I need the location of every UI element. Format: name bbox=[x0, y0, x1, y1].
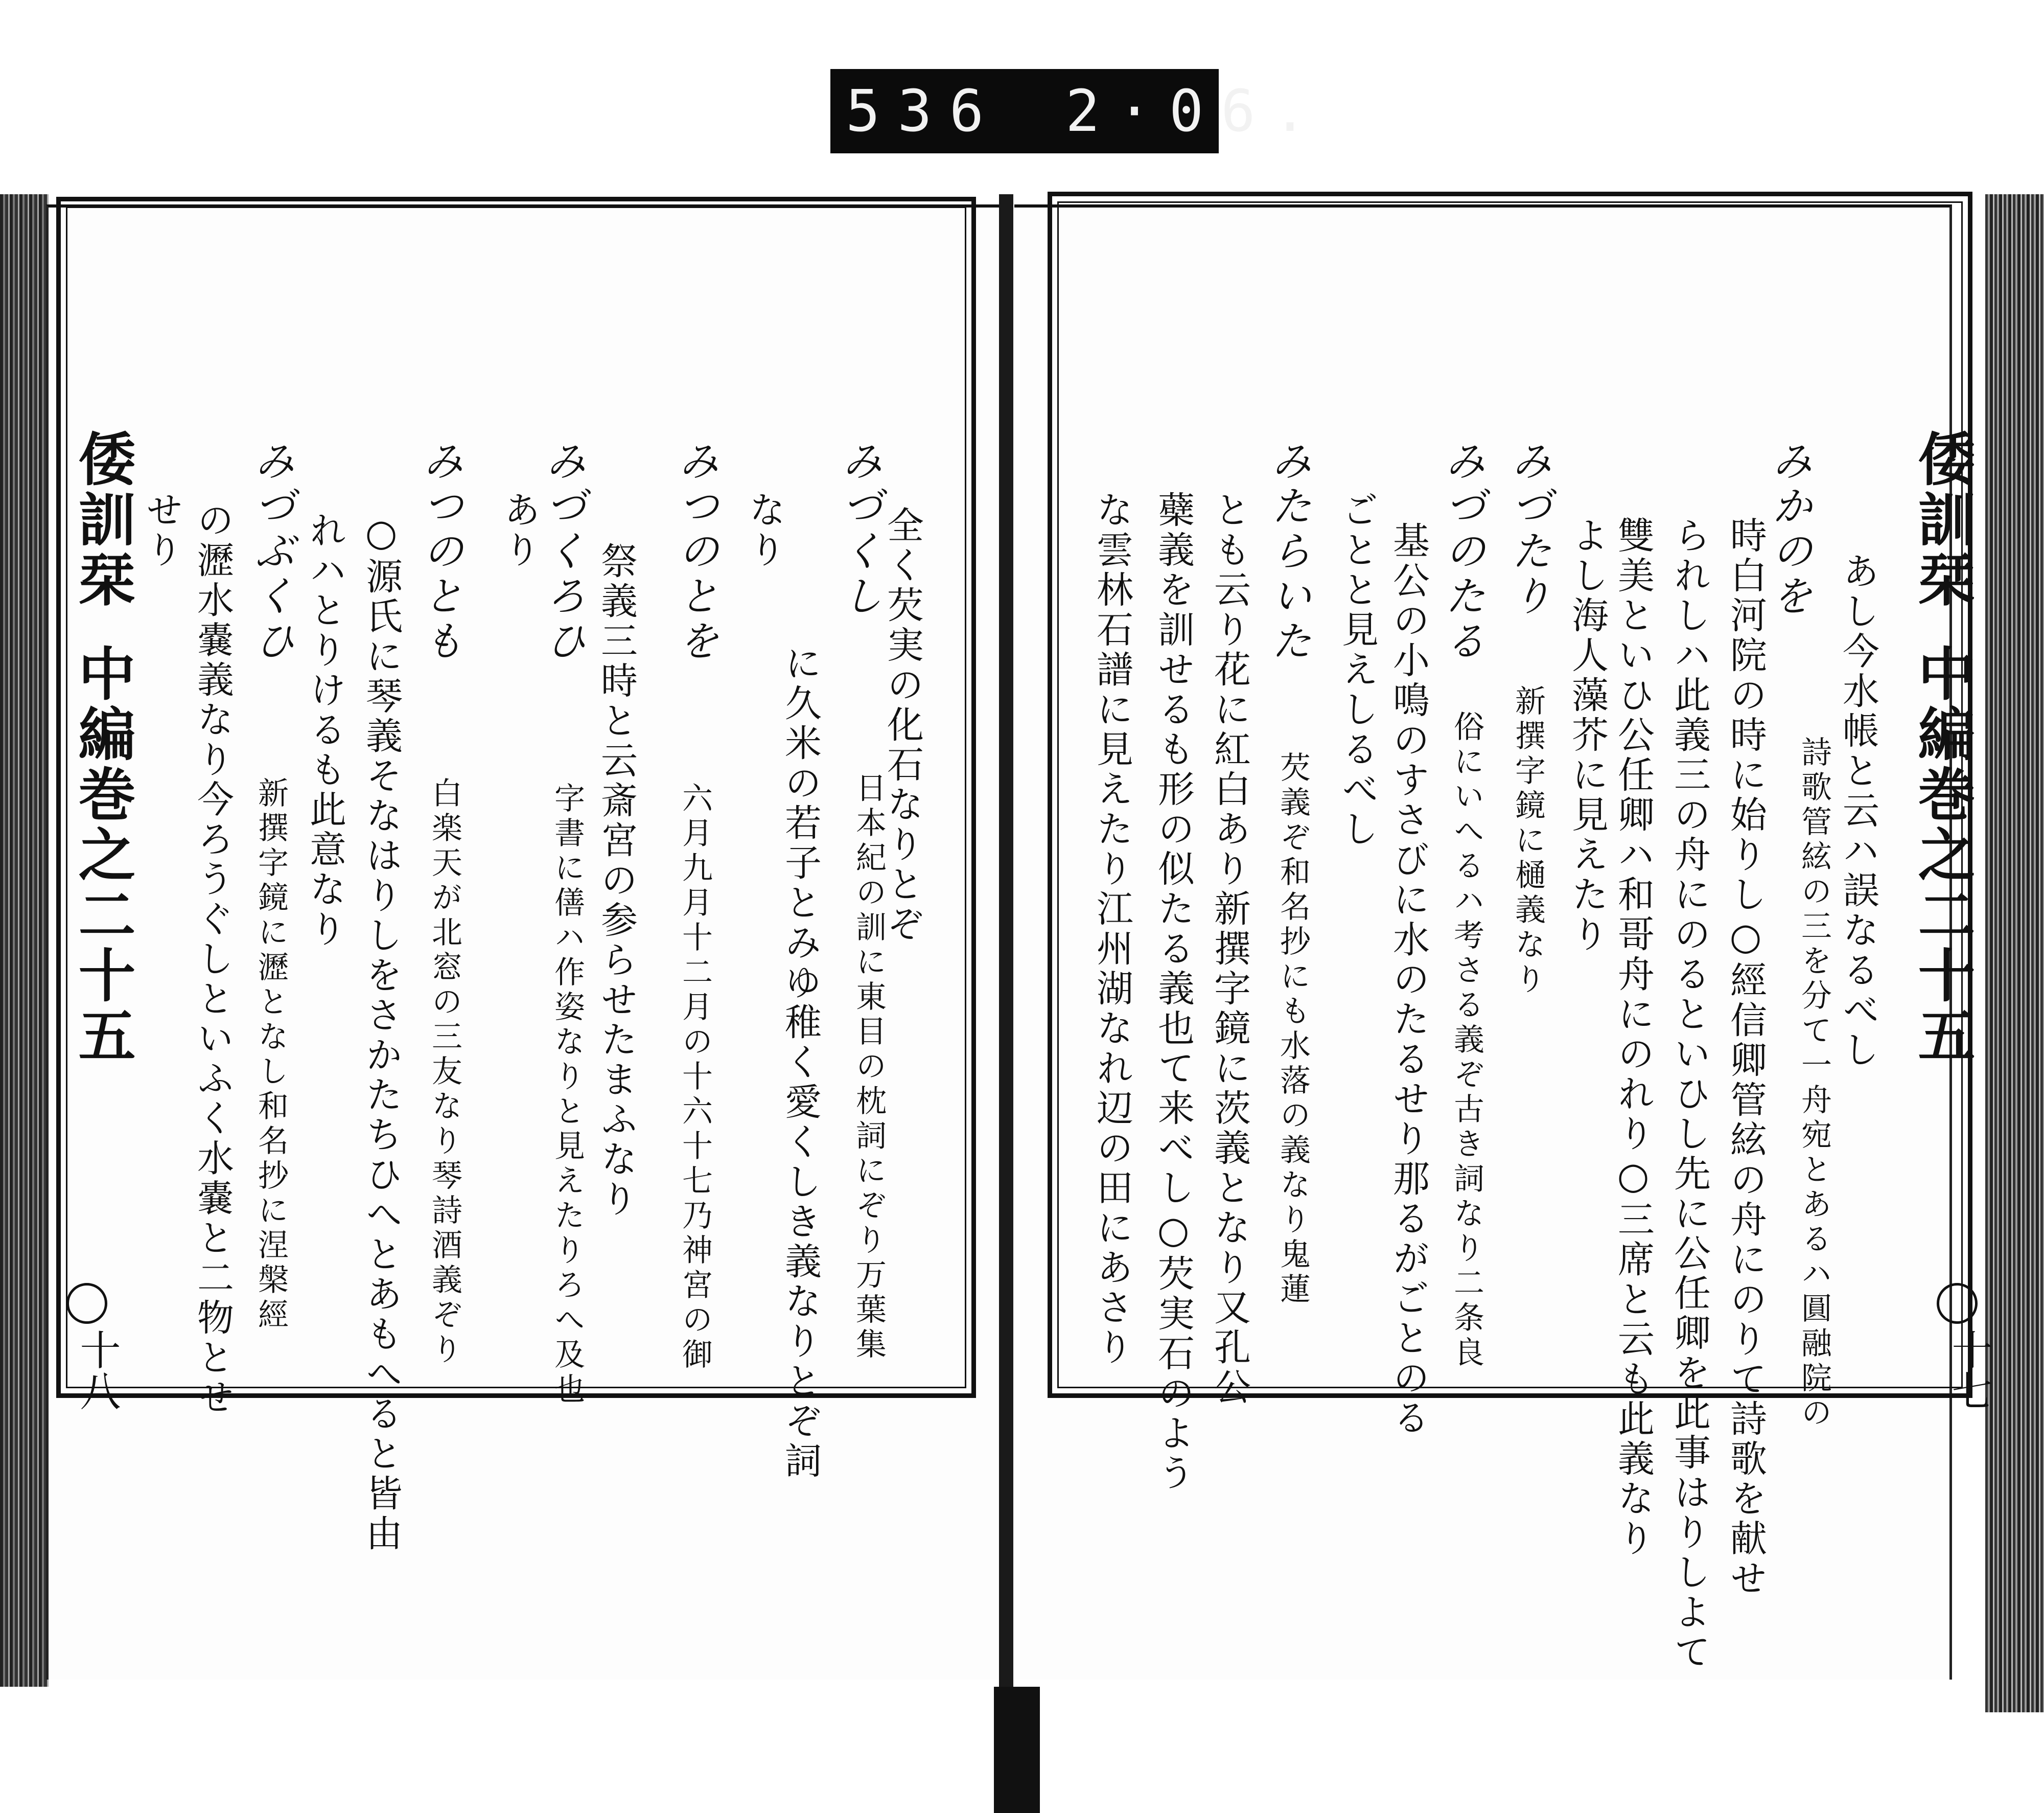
film-frame-number: 2·06. bbox=[1065, 78, 1325, 145]
right-page-circle-mark bbox=[1937, 1283, 1978, 1324]
left-column-7: 六月九月十二月の十六十七乃神宮の御 bbox=[677, 782, 713, 1373]
right-title-label: 倭訓栞 bbox=[1909, 429, 1976, 610]
right-column-7: よし海人藻芥に見えたり bbox=[1566, 516, 1609, 955]
right-column-3: 詩歌管絃の三を分て一舟宛とあるハ圓融院の bbox=[1796, 736, 1832, 1431]
right-page-number: 十七 bbox=[1945, 1329, 1992, 1411]
right-page-edges bbox=[1985, 194, 2044, 1712]
left-page-edges bbox=[0, 194, 49, 1687]
right-column-15: 芡義ぞ和名抄にも水落の義なり鬼蓮 bbox=[1275, 751, 1311, 1307]
spine-foot bbox=[994, 1687, 1040, 1813]
left-column-1: 全く芡実の化石なりとぞ bbox=[881, 506, 924, 945]
right-column-12: 基公の小鳴のすさびに水のたるせり那るがごとのる bbox=[1387, 521, 1430, 1438]
left-headword-2: みつのとを bbox=[671, 440, 719, 664]
left-title-label: 倭訓栞 bbox=[69, 429, 136, 610]
right-volume-label: 中編巻之二十五 bbox=[1909, 644, 1976, 1066]
left-headword-1: みづくし bbox=[835, 440, 882, 619]
film-label bbox=[830, 69, 1325, 153]
left-column-14: ○源氏に琴義そなはりしをさかたちひへとあもへると皆由 bbox=[360, 511, 403, 1554]
film-reel-number: 536 bbox=[846, 78, 1002, 145]
right-column-4: 時白河院の時に始りし○經信卿管絃の舟にのりて詩歌を献せ bbox=[1724, 516, 1767, 1599]
left-page-circle-mark bbox=[66, 1283, 107, 1324]
right-column-6: 雙美といひ公任卿ハ和哥舟にのれり○三席と云も此義なり bbox=[1612, 516, 1655, 1559]
right-column-18: な雲林石譜に見えたり江州湖なれ辺の田にあさり bbox=[1090, 491, 1133, 1368]
right-column-13: ごとと見えしるべし bbox=[1336, 491, 1379, 850]
right-headword-2: みづたり bbox=[1504, 440, 1552, 619]
right-column-1: あし今水帳と云ハ誤なるべし bbox=[1837, 552, 1879, 1070]
right-column-11: 俗にいへるハ考さる義ぞ古き詞なり二条良 bbox=[1449, 710, 1484, 1371]
left-column-17: 新撰字鏡に瀝となし和名抄に涅槃經 bbox=[253, 777, 289, 1333]
book-spine bbox=[999, 194, 1013, 1813]
right-column-5: られしハ此義三の舟にのるといひし先に公任卿を此事はりしよて bbox=[1668, 516, 1711, 1672]
right-column-16: とも云り花に紅白あり新撰字鏡に茨義となり又孔公 bbox=[1208, 491, 1251, 1408]
left-page-number: 十八 bbox=[73, 1329, 121, 1411]
left-headword-5: みづぶくひ bbox=[247, 440, 295, 664]
left-column-4: に久米の若子とみゆ稚く愛くしき義なりとぞ詞 bbox=[779, 644, 822, 1481]
right-column-9: 新撰字鏡に樋義なり bbox=[1510, 685, 1546, 998]
left-headword-3: みづくろひ bbox=[539, 440, 586, 664]
left-volume-label: 中編巻之二十五 bbox=[69, 644, 136, 1066]
right-headword-1: みかのを bbox=[1765, 440, 1813, 619]
right-headword-3: みづのたる bbox=[1438, 440, 1485, 664]
right-column-17: 蘗義を訓せるも形の似たる義也て来べし○芡実石のよう bbox=[1152, 491, 1195, 1494]
left-headword-4: みつのとも bbox=[416, 440, 463, 664]
left-column-3: 日本紀の訓に東目の枕詞にぞり万葉集 bbox=[851, 772, 887, 1363]
left-column-15: れハとりけるも此意なり bbox=[304, 511, 346, 950]
left-column-18: の瀝水嚢義なり今ろうぐしといふく水嚢と二物とせ bbox=[191, 501, 234, 1418]
left-column-13: 白楽天が北窓の三友なり琴詩酒義ぞり bbox=[427, 777, 462, 1368]
left-column-5: なり bbox=[743, 491, 786, 570]
left-column-11: あり bbox=[498, 491, 541, 570]
left-column-10: 字書に僐ハ作姿なりと見えたりろへ及也 bbox=[549, 782, 585, 1408]
right-headword-4: みたらいた bbox=[1264, 440, 1312, 664]
left-column-19: せり bbox=[140, 491, 183, 570]
left-column-8: 祭義三時と云斎宮の参らせたまふなり bbox=[595, 542, 638, 1220]
